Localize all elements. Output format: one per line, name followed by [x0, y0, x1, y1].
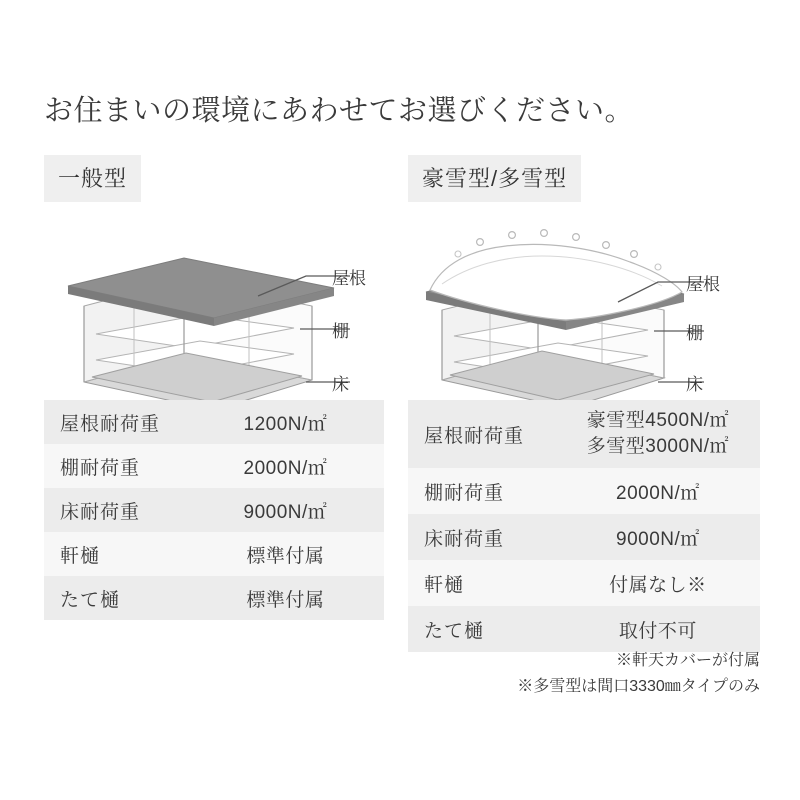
callout-shelf-general: 棚 — [332, 322, 349, 341]
footnote-1: ※軒天カバーが付属 — [615, 652, 760, 669]
table-row — [44, 532, 384, 576]
column-general-type — [44, 155, 384, 424]
table-row — [44, 576, 384, 620]
spec-value: 標準付属 — [187, 532, 384, 576]
table-row — [408, 560, 760, 606]
table-row — [44, 444, 384, 488]
callout-shelf-heavy-snow: 棚 — [686, 324, 703, 343]
page-title: お住まいの環境にあわせてお選びください。 — [44, 95, 635, 127]
spec-key: たて樋 — [408, 606, 556, 652]
table-row — [408, 468, 760, 514]
spec-table-general — [44, 400, 384, 620]
spec-key: 屋根耐荷重 — [408, 400, 556, 468]
table-row — [408, 400, 760, 468]
footnote-2: ※多雪型は間口3330㎜タイプのみ — [517, 678, 760, 696]
callout-floor-general: 床 — [332, 375, 349, 394]
spec-key: 軒樋 — [44, 532, 187, 576]
spec-value: 取付不可 — [556, 606, 760, 652]
table-row — [408, 606, 760, 652]
spec-value: 付属なし※ — [556, 560, 760, 606]
spec-key: 床耐荷重 — [44, 488, 187, 532]
type-label-heavy-snow: 豪雪型/多雪型 — [408, 155, 581, 202]
spec-value: 9000N/㎡ — [187, 488, 384, 532]
spec-key: たて樋 — [44, 576, 187, 620]
spec-key: 屋根耐荷重 — [44, 400, 187, 444]
callout-roof-heavy-snow: 屋根 — [686, 275, 720, 294]
spec-table-heavy-snow — [408, 400, 760, 652]
spec-key: 棚耐荷重 — [408, 468, 556, 514]
footnotes — [408, 648, 760, 701]
callout-roof-general: 屋根 — [332, 269, 366, 288]
table-row — [44, 400, 384, 444]
spec-key: 軒樋 — [408, 560, 556, 606]
spec-value: 2000N/㎡ — [187, 444, 384, 488]
spec-value — [556, 400, 760, 468]
spec-value: 標準付属 — [187, 576, 384, 620]
table-row — [44, 488, 384, 532]
callout-floor-heavy-snow: 床 — [686, 375, 703, 394]
column-heavy-snow-type — [408, 155, 760, 424]
spec-value-line2: 多雪型3000N/㎡ — [586, 436, 730, 457]
spec-value: 9000N/㎡ — [556, 514, 760, 560]
spec-value: 2000N/㎡ — [556, 468, 760, 514]
spec-key: 棚耐荷重 — [44, 444, 187, 488]
spec-value: 1200N/㎡ — [187, 400, 384, 444]
type-label-general: 一般型 — [44, 155, 141, 202]
illustration-general-type — [44, 214, 384, 424]
spec-key: 床耐荷重 — [408, 514, 556, 560]
table-row — [408, 514, 760, 560]
callout-lines-heavy-snow — [408, 214, 760, 426]
spec-value-line1: 豪雪型4500N/㎡ — [586, 410, 730, 432]
illustration-heavy-snow-type — [408, 214, 760, 424]
